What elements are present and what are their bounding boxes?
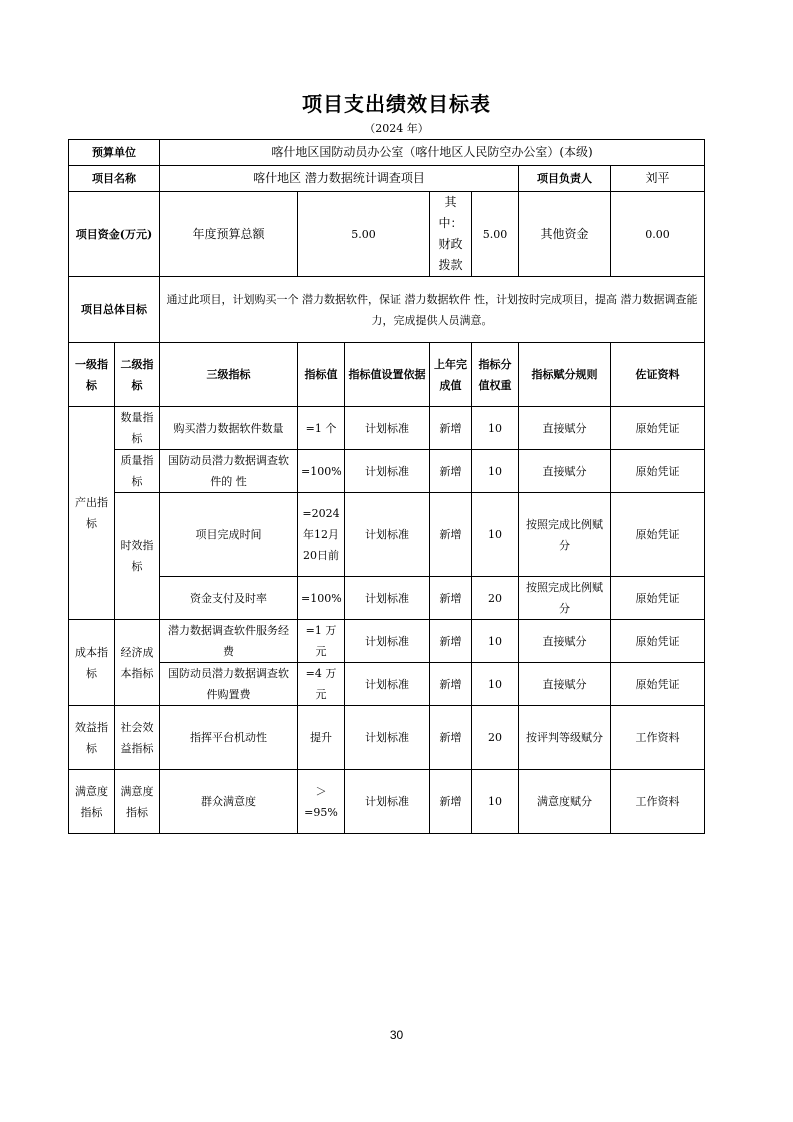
- indicator-evidence: 原始凭证: [611, 663, 705, 706]
- table-row: [69, 450, 705, 493]
- group-benefit: 效益指标: [69, 706, 115, 770]
- indicator-last-year: 新增: [430, 450, 472, 493]
- indicator-basis: 计划标准: [345, 706, 430, 770]
- overall-goal-label: 项目总体目标: [69, 277, 160, 343]
- indicator-evidence: 原始凭证: [611, 493, 705, 577]
- indicator-basis: 计划标准: [345, 620, 430, 663]
- performance-table: [68, 139, 705, 834]
- project-leader-value: 刘平: [611, 166, 705, 192]
- indicator-evidence: 工作资料: [611, 706, 705, 770]
- indicator-basis: 计划标准: [345, 577, 430, 620]
- indicator-name: 资金支付及时率: [160, 577, 298, 620]
- subgroup-social: 社会效益指标: [115, 706, 160, 770]
- table-row: [69, 706, 705, 770]
- indicator-rule: 满意度赋分: [519, 770, 611, 834]
- indicator-evidence: 原始凭证: [611, 407, 705, 450]
- indicator-basis: 计划标准: [345, 493, 430, 577]
- indicator-basis: 计划标准: [345, 770, 430, 834]
- fiscal-allocation-label: 其中：财政拨款: [430, 192, 472, 277]
- indicator-value: =1 个: [298, 407, 345, 450]
- subgroup-satisfaction: 满意度指标: [115, 770, 160, 834]
- indicator-basis: 计划标准: [345, 663, 430, 706]
- indicator-evidence: 原始凭证: [611, 577, 705, 620]
- indicator-evidence: 原始凭证: [611, 620, 705, 663]
- table-row: [69, 577, 705, 620]
- indicator-name: 指挥平台机动性: [160, 706, 298, 770]
- indicator-evidence: 原始凭证: [611, 450, 705, 493]
- group-cost: 成本指标: [69, 620, 115, 706]
- project-leader-label: 项目负责人: [519, 166, 611, 192]
- indicator-value: ＞=95%: [298, 770, 345, 834]
- indicator-weight: 10: [472, 450, 519, 493]
- indicator-weight: 20: [472, 706, 519, 770]
- indicator-value: =100%: [298, 577, 345, 620]
- indicator-evidence: 工作资料: [611, 770, 705, 834]
- subgroup-timeliness: 时效指标: [115, 493, 160, 620]
- indicator-name: 群众满意度: [160, 770, 298, 834]
- indicator-last-year: 新增: [430, 493, 472, 577]
- indicator-value: 提升: [298, 706, 345, 770]
- project-name-label: 项目名称: [69, 166, 160, 192]
- header-level2: 二级指标: [115, 343, 160, 407]
- overall-goal-text: 通过此项目，计划购买一个 潜力数据软件，保证 潜力数据软件 性，计划按时完成项目，提高 潜力数据调查能力，完成提供人员满意。: [160, 277, 705, 343]
- indicator-value: =2024年12月20日前: [298, 493, 345, 577]
- page-number: 30: [389, 1028, 404, 1042]
- indicator-weight: 10: [472, 663, 519, 706]
- table-row: [69, 407, 705, 450]
- indicator-weight: 10: [472, 620, 519, 663]
- indicator-last-year: 新增: [430, 770, 472, 834]
- indicator-name: 购买潜力数据软件数量: [160, 407, 298, 450]
- header-basis: 指标值设置依据: [345, 343, 430, 407]
- indicator-rule: 按评判等级赋分: [519, 706, 611, 770]
- indicator-weight: 10: [472, 770, 519, 834]
- indicator-last-year: 新增: [430, 577, 472, 620]
- indicator-rule: 按照完成比例赋分: [519, 493, 611, 577]
- indicator-value: =100%: [298, 450, 345, 493]
- budget-unit-label: 预算单位: [69, 140, 160, 166]
- indicator-last-year: 新增: [430, 407, 472, 450]
- indicator-weight: 20: [472, 577, 519, 620]
- indicator-rule: 直接赋分: [519, 450, 611, 493]
- indicator-weight: 10: [472, 407, 519, 450]
- header-level1: 一级指标: [69, 343, 115, 407]
- subgroup-quantity: 数量指标: [115, 407, 160, 450]
- group-output: 产出指标: [69, 407, 115, 620]
- indicator-rule: 直接赋分: [519, 407, 611, 450]
- header-level3: 三级指标: [160, 343, 298, 407]
- header-value: 指标值: [298, 343, 345, 407]
- project-fund-label: 项目资金(万元): [69, 192, 160, 277]
- indicator-name: 国防动员潜力数据调查软件的 性: [160, 450, 298, 493]
- indicator-value: =4 万元: [298, 663, 345, 706]
- indicator-last-year: 新增: [430, 663, 472, 706]
- fiscal-allocation-value: 5.00: [472, 192, 519, 277]
- indicator-name: 国防动员潜力数据调查软件购置费: [160, 663, 298, 706]
- budget-unit-value: 喀什地区国防动员办公室（喀什地区人民防空办公室）(本级): [160, 140, 705, 166]
- subgroup-economic: 经济成本指标: [115, 620, 160, 706]
- page-title: 项目支出绩效目标表: [302, 92, 491, 116]
- indicator-last-year: 新增: [430, 620, 472, 663]
- other-funds-value: 0.00: [611, 192, 705, 277]
- indicator-name: 潜力数据调查软件服务经费: [160, 620, 298, 663]
- indicator-basis: 计划标准: [345, 407, 430, 450]
- indicator-last-year: 新增: [430, 706, 472, 770]
- year-label: （2024 年）: [364, 122, 429, 135]
- table-row: [69, 620, 705, 663]
- indicator-rule: 直接赋分: [519, 663, 611, 706]
- indicator-name: 项目完成时间: [160, 493, 298, 577]
- header-weight: 指标分值权重: [472, 343, 519, 407]
- indicator-rule: 直接赋分: [519, 620, 611, 663]
- indicator-rule: 按照完成比例赋分: [519, 577, 611, 620]
- table-row: [69, 663, 705, 706]
- header-last-year: 上年完成值: [430, 343, 472, 407]
- group-satisfaction: 满意度指标: [69, 770, 115, 834]
- subgroup-quality: 质量指标: [115, 450, 160, 493]
- table-row: [69, 493, 705, 577]
- other-funds-label: 其他资金: [519, 192, 611, 277]
- annual-budget-value: 5.00: [298, 192, 430, 277]
- header-evidence: 佐证资料: [611, 343, 705, 407]
- header-rule: 指标赋分规则: [519, 343, 611, 407]
- indicator-basis: 计划标准: [345, 450, 430, 493]
- table-row: [69, 770, 705, 834]
- indicator-value: =1 万元: [298, 620, 345, 663]
- indicator-weight: 10: [472, 493, 519, 577]
- annual-budget-label: 年度预算总额: [160, 192, 298, 277]
- project-name-value: 喀什地区 潜力数据统计调查项目: [160, 166, 519, 192]
